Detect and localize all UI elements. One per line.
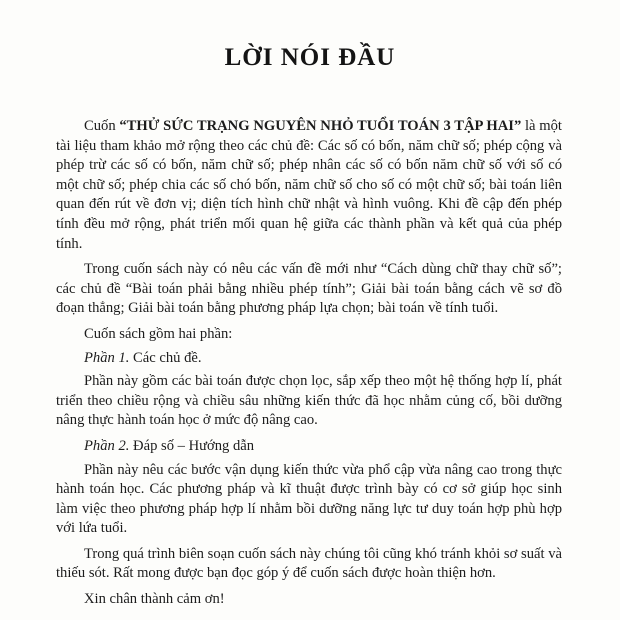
book-title: “THỬ SỨC TRẠNG NGUYÊN NHỎ TUỔI TOÁN 3 TẬP HAI” xyxy=(119,118,522,134)
part-2-title: Đáp số – Hướng dẫn xyxy=(129,437,255,454)
page-title: LỜI NÓI ĐẦU xyxy=(224,44,396,71)
new-topics-paragraph: Trong cuốn sách này có nêu các vấn đề mới như “Cách dùng chữ thay chữ số”; các chủ đề “Bài toán phải bằng nhiều phép tính”; Giải bài toán bằng cách vẽ sơ đồ đoạn thẳng; Giải bài toán bằng phương pháp lựa chọn; bài toán về tính tuổi. xyxy=(56,261,562,317)
part-1-label: Phần 1. xyxy=(84,349,130,366)
document-body xyxy=(56,117,562,616)
thanks-line: Xin chân thành cảm ơn! xyxy=(84,591,225,608)
part-2-paragraph: Phần này nêu các bước vận dụng kiến thức vừa phổ cập vừa nâng cao trong thực hành toán học. Các phương pháp và kĩ thuật được trình bày có cơ sở giúp học sinh làm việc theo phương pháp hợp lí nhằm bồi dưỡng năng lực tư duy toán hợp phù hợp với lứa tuổi. xyxy=(56,461,562,537)
intro-lead: Cuốn xyxy=(84,118,120,134)
book-structure-line: Cuốn sách gồm hai phần: xyxy=(84,325,233,342)
part-2-label: Phần 2. xyxy=(84,437,130,454)
part-2-heading xyxy=(56,437,562,457)
part-1-heading xyxy=(56,349,562,369)
part-1-paragraph: Phần này gồm các bài toán được chọn lọc, sắp xếp theo một hệ thống hợp lí, phát triển theo chiều rộng và chiều sâu những kiến thức đã học nhằm củng cố, bồi dưỡng nâng thực hành toán học ở mức độ nâng cao. xyxy=(56,373,562,429)
intro-rest: là một tài liệu tham khảo mở rộng theo các chủ đề: Các số có bốn, năm chữ số; phép cộng và phép trừ các số có bốn, năm chữ số; phép nhân các số có bốn năm chữ số với số có một chữ số; phép chia các số chó bốn, năm chữ số cho số có một chữ số; bài toán liên quan đến rút về đơn vị; diện tích hình chữ nhật và hình vuông. Khi đề cập đến phép tính đều mở rộng, phát triển mối quan hệ giữa các thành phần và kết quả của phép tính. xyxy=(56,118,562,252)
part-1-title: Các chủ đề. xyxy=(129,349,202,366)
apology-paragraph: Trong quá trình biên soạn cuốn sách này chúng tôi cũng khó tránh khỏi sơ suất và thiếu sót. Rất mong được bạn đọc góp ý để cuốn sách được hoàn thiện hơn. xyxy=(56,545,562,582)
intro-paragraph xyxy=(56,117,562,254)
